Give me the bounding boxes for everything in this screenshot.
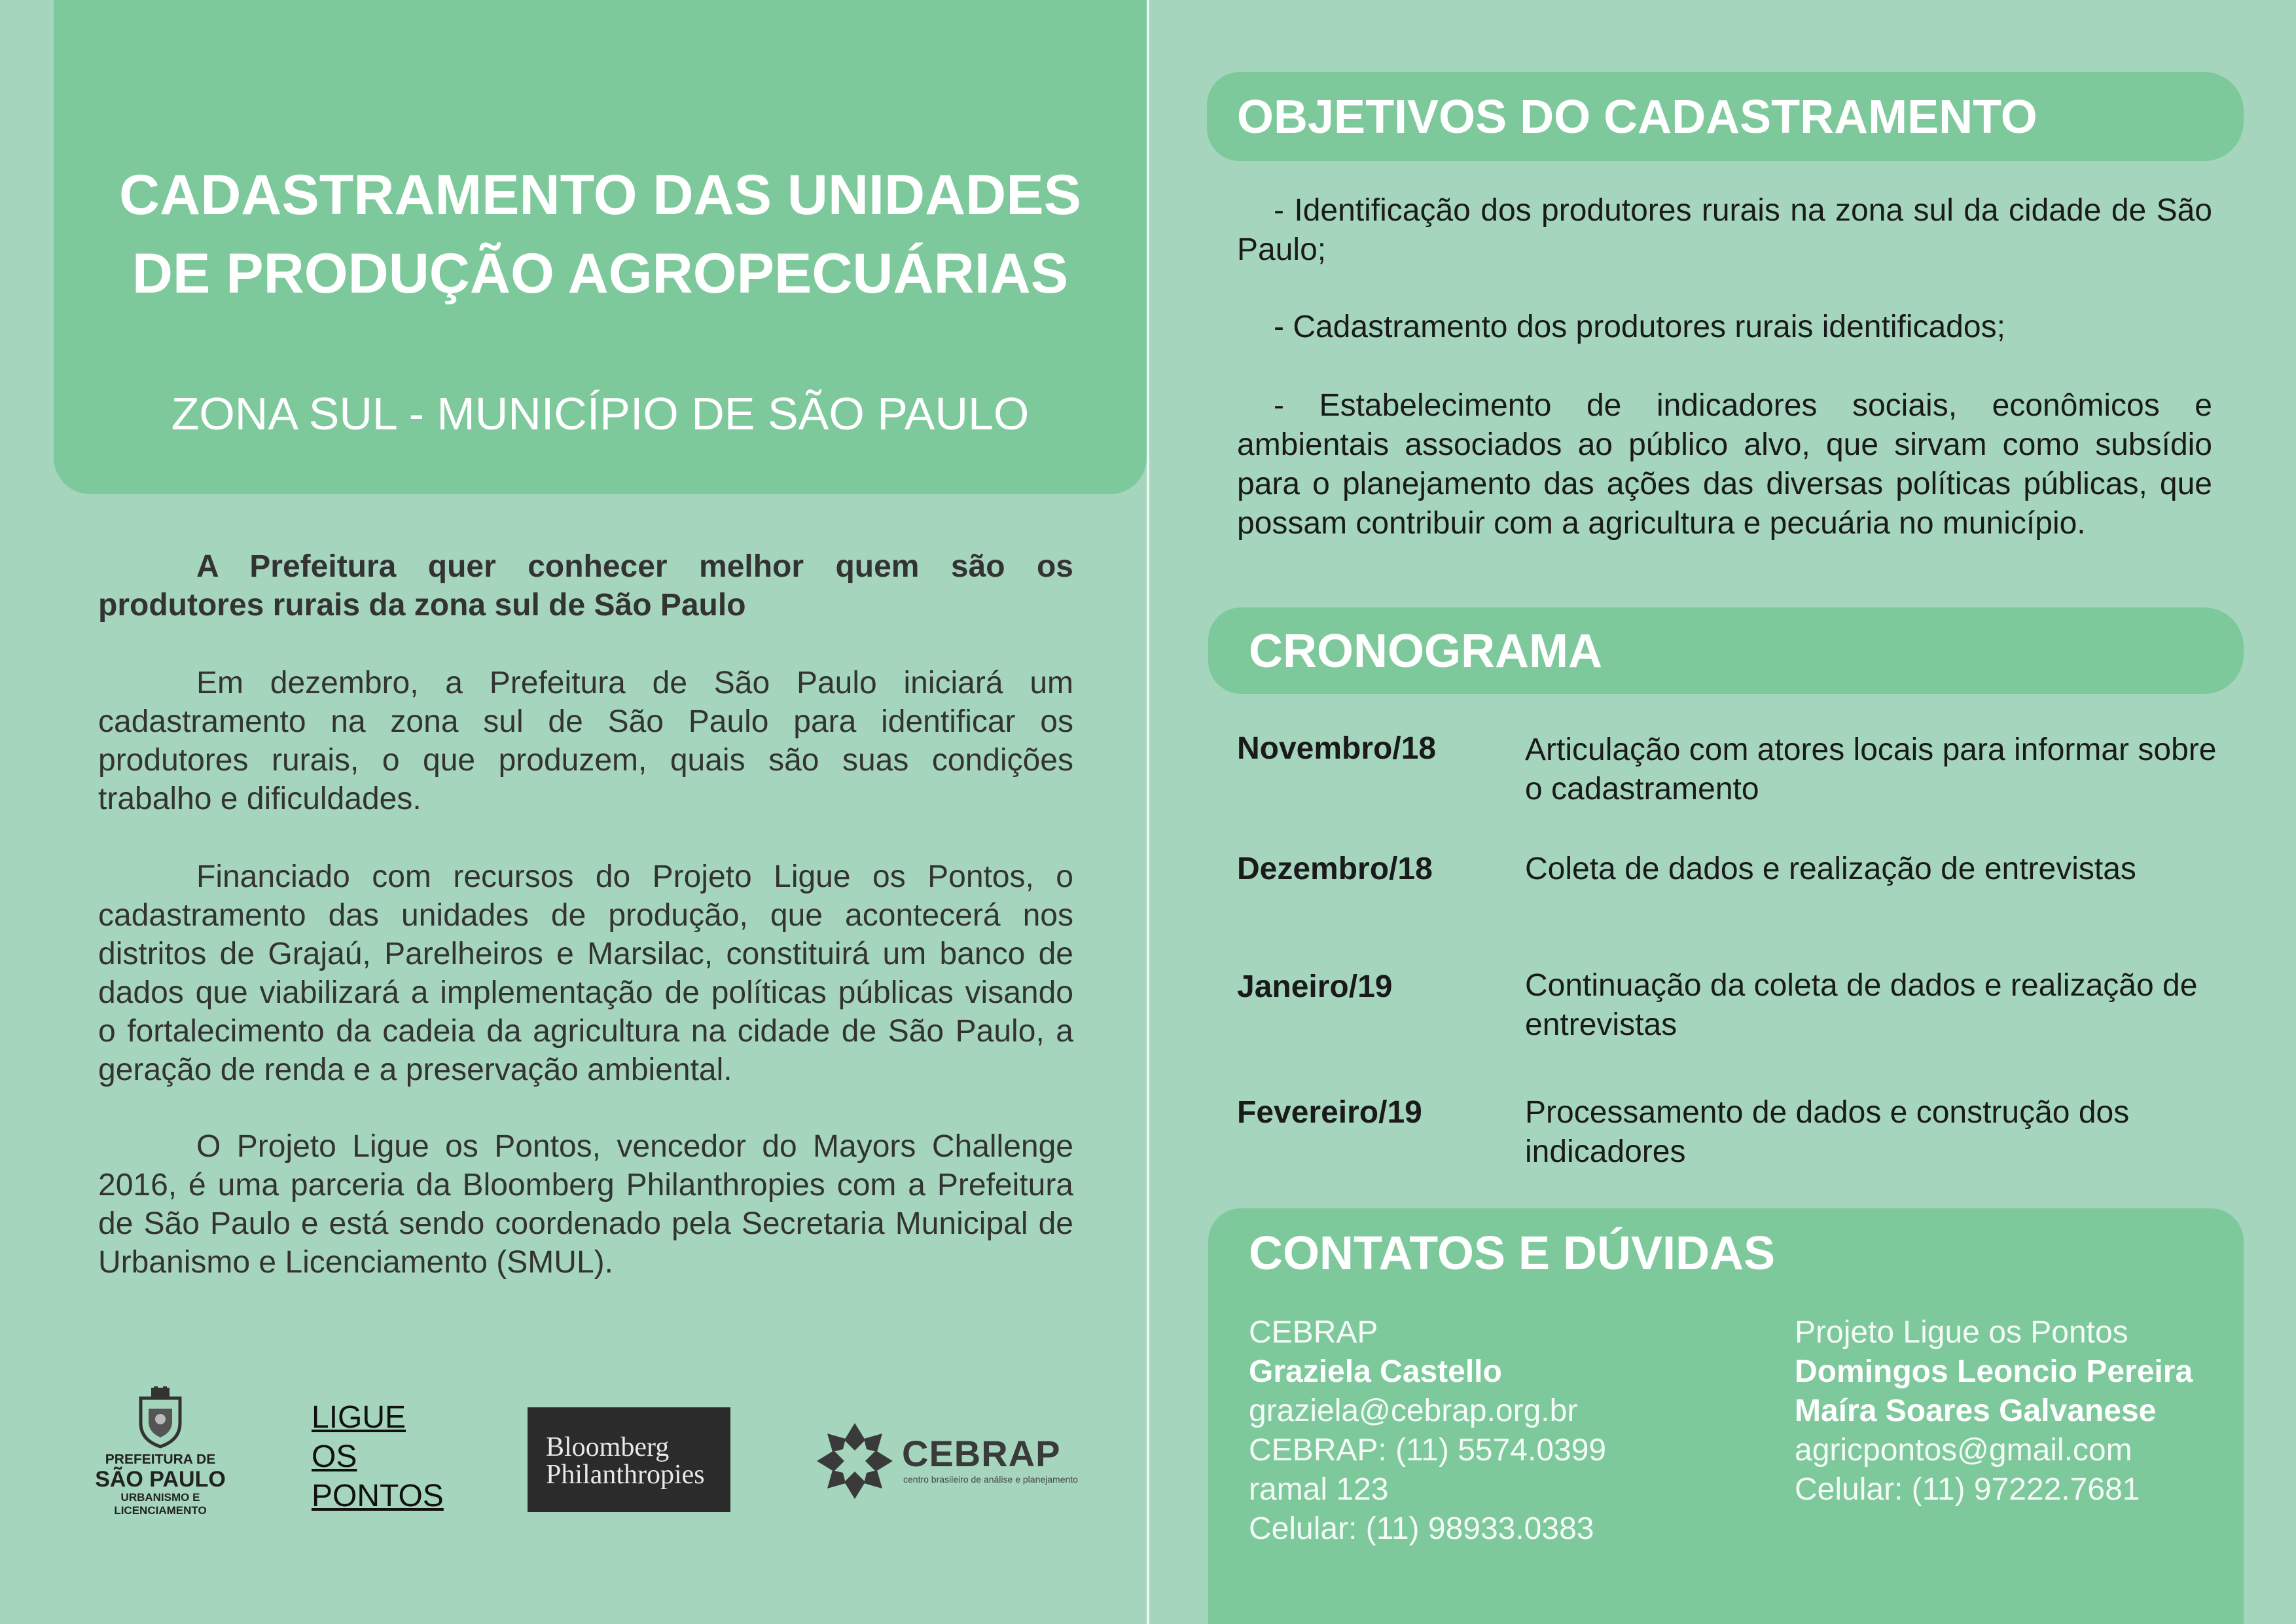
bloomberg-line1: Bloomberg xyxy=(546,1432,670,1462)
cronograma-title: CRONOGRAMA xyxy=(1249,625,1602,677)
ligue-os-pontos-logo xyxy=(312,1398,456,1516)
cebrap-flower-icon xyxy=(814,1420,895,1502)
cronograma-desc-1: Articulação com atores locais para informar sobre o cadastramento xyxy=(1525,732,2217,806)
cronograma-month-1: Novembro/18 xyxy=(1237,731,1437,766)
prefeitura-line2: SÃO PAULO xyxy=(95,1467,226,1492)
ligue-line2: OS xyxy=(312,1439,357,1474)
contact-right-name2: Maíra Soares Galvanese xyxy=(1795,1394,2157,1428)
intro-heading: A Prefeitura quer conhecer melhor quem são os produtores rurais da zona sul de São Paulo xyxy=(98,549,1073,623)
objetivos-title: OBJETIVOS DO CADASTRAMENTO xyxy=(1237,91,2037,143)
objetivo-item-3: - Estabelecimento de indicadores sociais, econômicos e ambientais associados ao público alvo, que sirvam como subsídio para o planejamento das ações das diversas políticas públicas, que possam contribuir com a agricultura e pecuária no município. xyxy=(1237,388,2212,541)
contact-left-email[interactable]: graziela@cebrap.org.br xyxy=(1249,1394,1578,1428)
objetivo-item-1: - Identificação dos produtores rurais na zona sul da cidade de São Paulo; xyxy=(1237,193,2212,267)
contact-right-org: Projeto Ligue os Pontos xyxy=(1795,1315,2128,1350)
cronograma-desc-4: Processamento de dados e construção dos indicadores xyxy=(1525,1095,2130,1169)
contact-left-ext: ramal 123 xyxy=(1249,1472,1389,1507)
contact-left-org: CEBRAP xyxy=(1249,1315,1378,1350)
contact-left-phone: CEBRAP: (11) 5574.0399 xyxy=(1249,1433,1607,1468)
prefeitura-line3: URBANISMO E xyxy=(120,1491,200,1504)
bloomberg-line2: Philanthropies xyxy=(546,1460,705,1490)
main-title xyxy=(54,156,1147,313)
cebrap-logo xyxy=(814,1420,1128,1506)
cebrap-name: CEBRAP xyxy=(902,1433,1061,1474)
contact-right-email[interactable]: agricpontos@gmail.com xyxy=(1795,1433,2132,1468)
contatos-title: CONTATOS E DÚVIDAS xyxy=(1249,1227,1776,1280)
contact-left-name: Graziela Castello xyxy=(1249,1354,1502,1389)
prefeitura-line4: LICENCIAMENTO xyxy=(114,1504,207,1517)
cronograma-month-3: Janeiro/19 xyxy=(1237,969,1393,1004)
contact-cebrap xyxy=(1249,1313,1759,1549)
cebrap-tagline: centro brasileiro de análise e planejamento xyxy=(903,1474,1078,1485)
paragraph-2: Financiado com recursos do Projeto Ligue os Pontos, o cadastramento das unidades de produção, que acontecerá nos distritos de Grajaú, Parelheiros e Marsilac, constituirá um banco de dados que viabilizará a implementação de políticas públicas visando o fortalecimento da cadeia da agricultura na cidade de São Paulo, a geração de renda e a preservação ambiental. xyxy=(98,859,1073,1087)
main-title-line1: CADASTRAMENTO DAS UNIDADES xyxy=(118,164,1082,226)
ligue-line1: LIGUE xyxy=(312,1400,406,1435)
contact-ligue-os-pontos xyxy=(1795,1313,2240,1509)
prefeitura-logo xyxy=(92,1386,229,1524)
paragraph-3: O Projeto Ligue os Pontos, vencedor do Mayors Challenge 2016, é uma parceria da Bloomberg Philanthropies com a Prefeitura de São Paulo e está sendo coordenado pela Secretaria Municipal de Urbanismo e Licenciamento (SMUL). xyxy=(98,1129,1073,1280)
contact-right-name1: Domingos Leoncio Pereira xyxy=(1795,1354,2193,1389)
paragraph-1: Em dezembro, a Prefeitura de São Paulo iniciará um cadastramento na zona sul de São Paulo para identificar os produtores rurais, o que produzem, quais são suas condições trabalho e dificuldades. xyxy=(98,666,1073,816)
subtitle: ZONA SUL - MUNICÍPIO DE SÃO PAULO xyxy=(171,388,1030,439)
main-title-line2: DE PRODUÇÃO AGROPECUÁRIAS xyxy=(132,242,1069,305)
coat-of-arms-icon xyxy=(134,1386,187,1449)
prefeitura-line1: PREFEITURA DE xyxy=(105,1452,216,1467)
objetivo-item-2: - Cadastramento dos produtores rurais identificados; xyxy=(1274,310,2005,344)
cronograma-month-2: Dezembro/18 xyxy=(1237,852,1433,886)
ligue-line3: PONTOS xyxy=(312,1479,444,1513)
bloomberg-philanthropies-logo xyxy=(528,1407,730,1512)
contact-right-cell: Celular: (11) 97222.7681 xyxy=(1795,1472,2140,1507)
cronograma-desc-3: Continuação da coleta de dados e realização de entrevistas xyxy=(1525,968,2198,1042)
cronograma-desc-2: Coleta de dados e realização de entrevistas xyxy=(1525,852,2136,886)
contact-left-cell: Celular: (11) 98933.0383 xyxy=(1249,1511,1594,1546)
cronograma-month-4: Fevereiro/19 xyxy=(1237,1095,1422,1130)
